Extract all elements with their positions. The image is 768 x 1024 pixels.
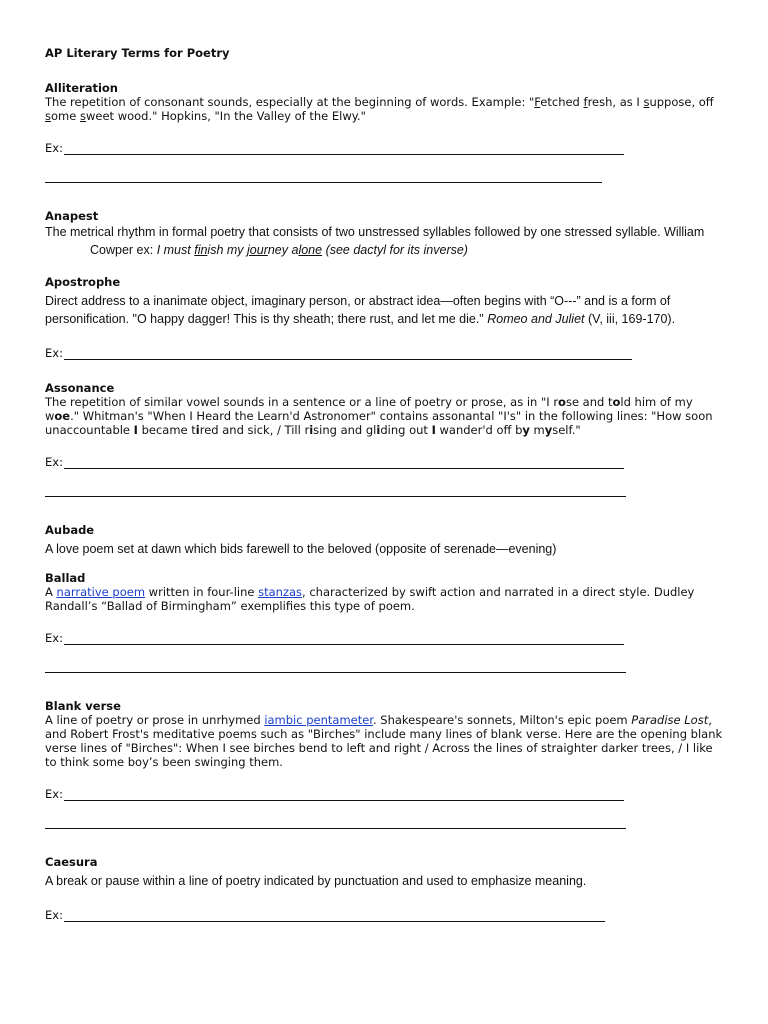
term-definition-cont: unaccountable I became tired and sick, / Till rising and gliding out I wander'd off by myself."	[45, 423, 581, 437]
term-heading: Aubade	[45, 523, 95, 537]
entry-apostrophe	[45, 275, 725, 360]
term-heading: Ballad	[45, 571, 86, 585]
term-heading: Caesura	[45, 855, 98, 869]
term-definition-cont: to think some boy’s been swinging them.	[45, 755, 283, 769]
entry-anapest	[45, 209, 725, 259]
document-page	[45, 46, 725, 922]
example-answer-line[interactable]: Ex:	[45, 141, 725, 155]
entry-caesura	[45, 855, 725, 922]
link-stanzas[interactable]: stanzas	[258, 585, 303, 599]
term-heading: Apostrophe	[45, 275, 121, 289]
term-definition-cont: woe." Whitman's "When I Heard the Learn'd Astronomer" contains assonantal "I's" in the following lines: "How soon	[45, 409, 713, 423]
term-heading: Assonance	[45, 381, 115, 395]
entry-blank-verse	[45, 699, 725, 829]
entry-ballad	[45, 571, 725, 673]
term-definition-cont: some sweet wood." Hopkins, "In the Valley of the Elwy."	[45, 109, 366, 123]
term-definition-cont: Randall’s “Ballad of Birmingham” exemplifies this type of poem.	[45, 599, 415, 613]
term-heading: Blank verse	[45, 699, 121, 713]
document-title: AP Literary Terms for Poetry	[45, 46, 230, 60]
term-definition: The metrical rhythm in formal poetry that consists of two unstressed syllables followed by one stressed syllable. William	[45, 225, 705, 239]
term-definition: The repetition of consonant sounds, especially at the beginning of words. Example: "Fetched fresh, as I suppose, off	[45, 95, 714, 109]
term-definition: A love poem set at dawn which bids farewell to the beloved (opposite of serenade—evening)	[45, 542, 557, 556]
term-definition: A line of poetry or prose in unrhymed iambic pentameter. Shakespeare's sonnets, Milton's epic poem Paradise Lost,	[45, 713, 712, 727]
example-answer-line[interactable]: Ex:	[45, 787, 725, 801]
term-definition: A break or pause within a line of poetry indicated by punctuation and used to emphasize meaning.	[45, 874, 587, 888]
term-definition: A narrative poem written in four-line stanzas, characterized by swift action and narrated in a direct style. Dudley	[45, 585, 695, 599]
link-iambic-pentameter[interactable]: iambic pentameter	[264, 713, 373, 727]
example-answer-line[interactable]: Ex:	[45, 346, 725, 360]
term-heading: Anapest	[45, 209, 99, 223]
term-definition-cont: and Robert Frost's meditative poems such as "Birches" include many lines of blank verse. Here are the opening blank	[45, 727, 723, 741]
example-answer-line[interactable]: Ex:	[45, 631, 725, 645]
entry-aubade	[45, 523, 725, 558]
term-definition-cont: Cowper ex: I must finish my journey alone (see dactyl for its inverse)	[90, 243, 468, 257]
example-answer-line[interactable]: Ex:	[45, 455, 725, 469]
entry-assonance	[45, 381, 725, 497]
example-answer-line[interactable]: Ex:	[45, 908, 725, 922]
link-narrative-poem[interactable]: narrative poem	[56, 585, 146, 599]
entry-alliteration	[45, 81, 725, 183]
term-heading: Alliteration	[45, 81, 118, 95]
term-definition: The repetition of similar vowel sounds in a sentence or a line of poetry or prose, as in "I rose and told him of my	[45, 395, 693, 409]
term-definition-cont: personification. "O happy dagger! This is thy sheath; there rust, and let me die." Romeo and Juliet (V, iii, 169-170).	[45, 312, 676, 326]
term-definition: Direct address to a inanimate object, imaginary person, or abstract idea—often begins with “O---” and is a form of	[45, 294, 671, 308]
term-definition-cont: verse lines of "Birches": When I see birches bend to left and right / Across the lines of straighter darker trees, / I like	[45, 741, 713, 755]
